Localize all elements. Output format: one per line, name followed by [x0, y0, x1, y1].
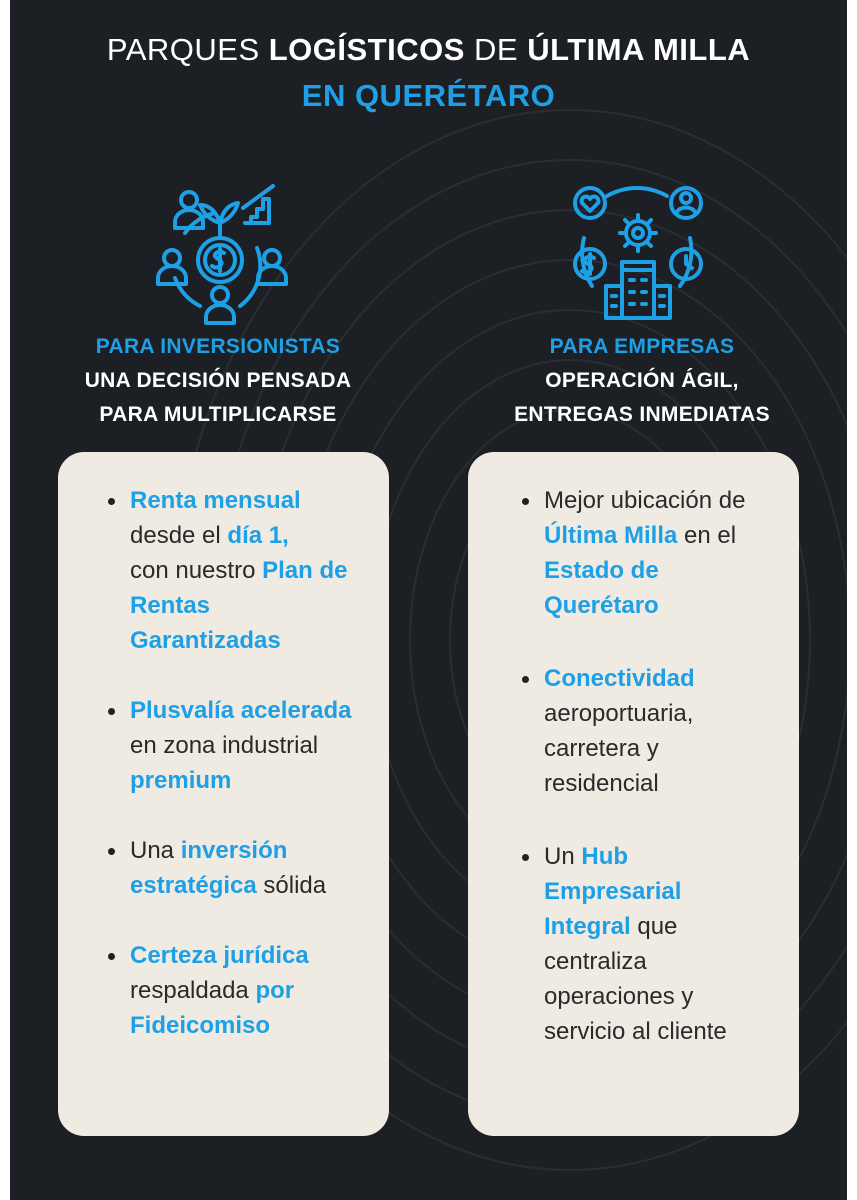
list-item: Renta mensual desde el día 1, con nuestro Plan de Rentas Garantizadas — [106, 483, 359, 658]
list-item: Un Hub Empresarial Integral que centraliza operaciones y servicio al cliente — [520, 839, 771, 1049]
page-title-line1: PARQUES LOGÍSTICOS DE ÚLTIMA MILLA — [106, 32, 751, 67]
companies-card — [468, 452, 799, 1136]
list-item: Certeza jurídica respaldada por Fideicomiso — [106, 938, 359, 1043]
business-hub-icon — [562, 178, 712, 328]
page-title-line2: EN QUERÉTARO — [301, 78, 556, 113]
poster — [10, 0, 847, 1200]
list-item: Plusvalía acelerada en zona industrial premium — [106, 693, 359, 798]
investors-growth-icon — [145, 178, 295, 328]
list-item: Conectividad aeroportuaria, carretera y residencial — [520, 661, 771, 801]
investors-card — [58, 452, 389, 1136]
investors-heading: PARA INVERSIONISTAS UNA DECISIÓN PENSADA PARA MULTIPLICARSE — [84, 335, 352, 426]
list-item: Una inversión estratégica sólida — [106, 833, 359, 903]
list-item: Mejor ubicación de Última Milla en el Estado de Querétaro — [520, 483, 771, 623]
companies-heading: PARA EMPRESAS OPERACIÓN ÁGIL, ENTREGAS INMEDIATAS — [514, 335, 770, 426]
